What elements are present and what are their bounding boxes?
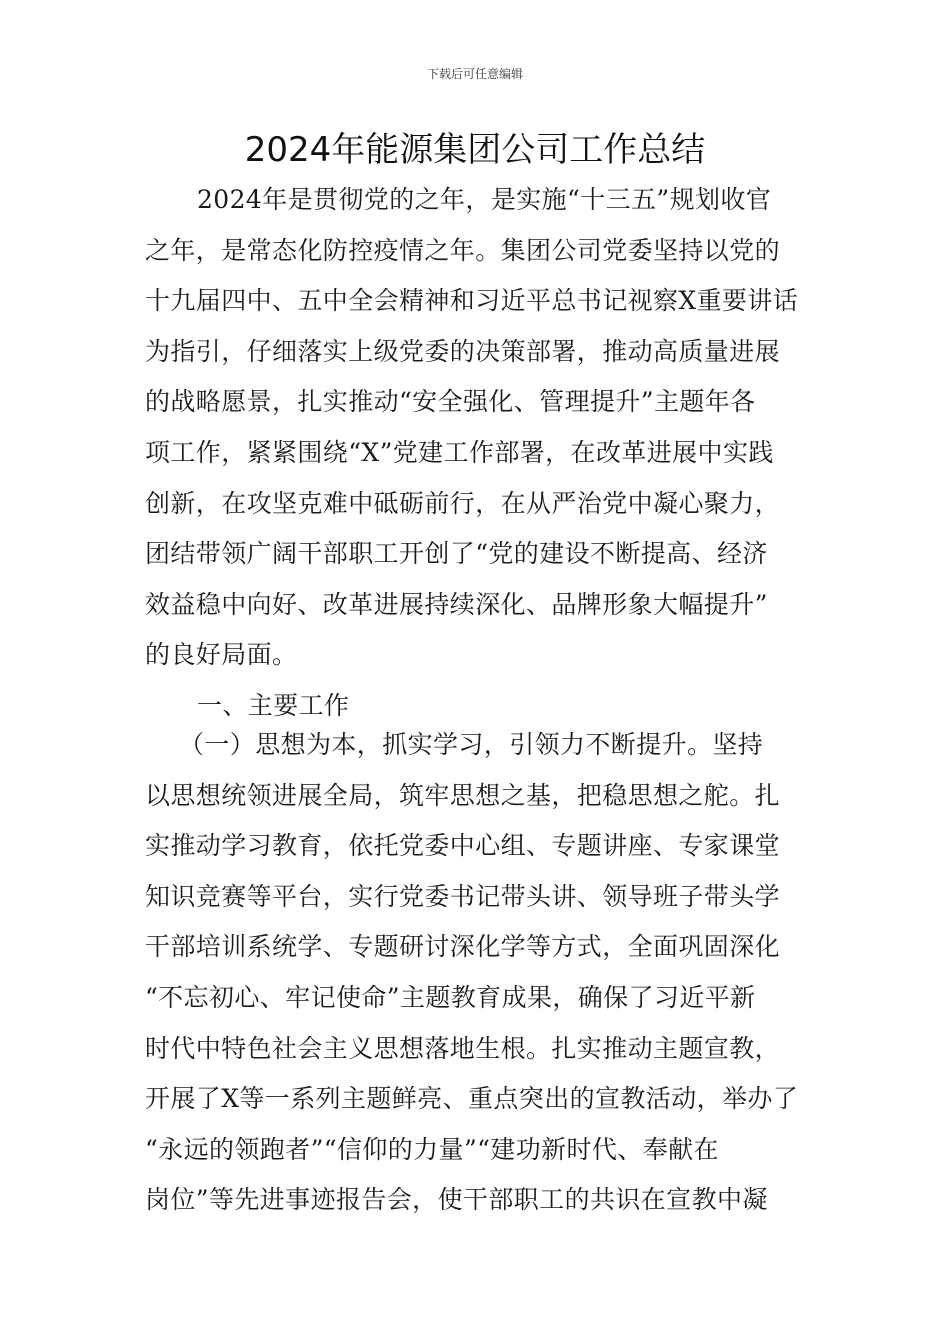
paragraph-line: 团结带领广阔干部职工开创了“党的建设不断提高、经济 xyxy=(145,539,768,569)
section-heading-text: 一、主要工作 xyxy=(197,691,350,720)
header-note: 下载后可任意编辑 xyxy=(426,67,523,81)
paragraph-line: 知识竞赛等平台，实行党委书记带头讲、领导班子带头学 xyxy=(145,881,781,911)
paragraph-line: 以思想统领进展全局，筑牢思想之基，把稳思想之舵。扎 xyxy=(145,780,781,810)
paragraph-line: 干部培训系统学、专题研讨深化学等方式，全面巩固深化 xyxy=(145,932,781,962)
paragraph-line: 的良好局面。 xyxy=(145,640,298,670)
paragraph-line: 之年，是常态化防控疫情之年。集团公司党委坚持以党的 xyxy=(145,235,781,265)
paragraph-line: 十九届四中、五中全会精神和习近平总书记视察X重要讲话 xyxy=(145,286,799,316)
paragraph-line: （一）思想为本，抓实学习，引领力不断提升。坚持 xyxy=(179,730,764,759)
document-title: 2024年能源集团公司工作总结 xyxy=(244,130,706,170)
paragraph-line: 岗位”等先进事迹报告会，使干部职工的共识在宣教中凝 xyxy=(145,1185,768,1215)
paragraph-line: 为指引，仔细落实上级党委的决策部署，推动高质量进展 xyxy=(145,336,781,366)
paragraph-line: 效益稳中向好、改革进展持续深化、品牌形象大幅提升” xyxy=(145,589,768,619)
section-paragraph xyxy=(145,720,815,1226)
paragraph-line: “永远的领跑者”“信仰的力量”“建功新时代、奉献在 xyxy=(145,1134,719,1164)
paragraph-line: 时代中特色社会主义思想落地生根。扎实推动主题宣教， xyxy=(145,1033,781,1063)
paragraph-line: 实推动学习教育，依托党委中心组、专题讲座、专家课堂 xyxy=(145,831,781,861)
paragraph-line: 的战略愿景，扎实推动“安全强化、管理提升”主题年各 xyxy=(145,387,756,417)
paragraph-line: 项工作，紧紧围绕“X”党建工作部署，在改革进展中实践 xyxy=(145,437,774,467)
paragraph-line: 2024年是贯彻党的之年，是实施“十三五”规划收官 xyxy=(197,185,772,214)
paragraph-line: “不忘初心、牢记使命”主题教育成果，确保了习近平新 xyxy=(145,982,756,1012)
paragraph-line: 创新，在攻坚克难中砥砺前行，在从严治党中凝心聚力， xyxy=(145,488,781,518)
paragraph-line: 开展了X等一系列主题鲜亮、重点突出的宣教活动，举办了 xyxy=(145,1084,799,1114)
intro-paragraph xyxy=(145,175,815,681)
